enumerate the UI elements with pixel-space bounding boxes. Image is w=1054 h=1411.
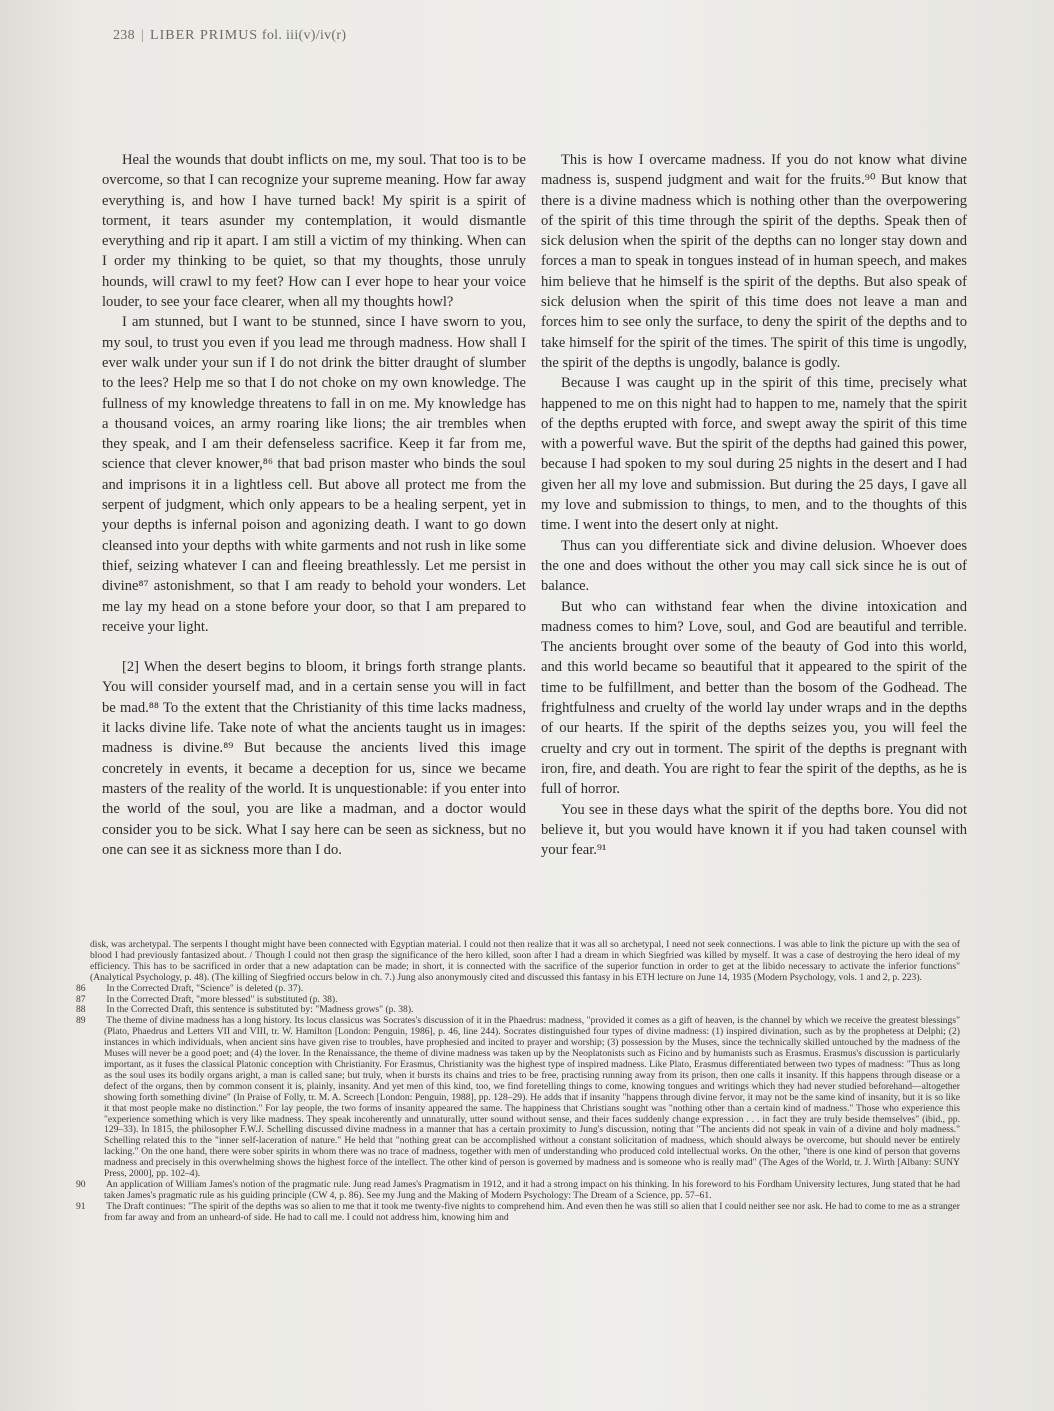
footnote-number: 89 xyxy=(76,1015,86,1027)
paragraph: I am stunned, but I want to be stunned, since I have sworn to you, my soul, to trust you even if you lead me through madness. How shall I ever walk under your sun if I do not drink the bitter draught of slumber to the lees? Help me so that I do not choke on my own knowledge. The fullness of my knowledge threatens to fall in on me. My knowledge has a thousand voices, an army roaring like lions; the air trembles when they speak, and I am their defenseless sacrifice. Keep it far from me, science that clever knower,⁸⁶ that bad prison master who binds the soul and imprisons it in a lightless cell. But above all protect me from the serpent of judgment, which only appears to be a healing serpent, yet in your depths is infernal poison and agonizing death. I want to go down cleansed into your depths with white garments and not rush in like some thief, seizing whatever I can and fleeing breathlessly. Let me persist in divine⁸⁷ astonishment, so that I am ready to behold your wonders. Let me lay my head on a stone before your door, so that I am prepared to receive your light. xyxy=(102,314,526,635)
paragraph: Heal the wounds that doubt inflicts on me, my soul. That too is to be overcome, so that I can recognize your supreme meaning. How far away everything is, and how I have turned back! My spirit is a spirit of torment, it tears asunder my contemplation, it would dismantle everything and rip it apart. I am still a victim of my thinking. When can I order my thinking to be quiet, so that my thoughts, those unruly hounds, will crawl to my feet? How can I ever hope to hear your voice louder, to see your face clearer, when all my thoughts howl? xyxy=(102,152,526,311)
right-column xyxy=(541,150,967,860)
footnote-number: 91 xyxy=(76,1200,86,1212)
footnote-text: In the Corrected Draft, "Science" is deleted (p. 37). xyxy=(106,982,304,994)
footnote-text: The Draft continues: "The spirit of the depths was so alien to me that it took me twenty-five nights to comprehend him. And even then he was still so alien that I could neither see nor ask. He had to come to me as a stranger from far away and from an unheard-of side. He had to call me. I could not address him, knowing him and xyxy=(104,1200,960,1223)
running-head xyxy=(113,28,346,44)
footnote-number: 88 xyxy=(76,1004,86,1016)
left-column xyxy=(102,150,526,860)
book-title: LIBER PRIMUS xyxy=(150,28,259,43)
paragraph: You see in these days what the spirit of the depths bore. You did not believe it, but you would have known it if you had taken counsel with your fear.⁹¹ xyxy=(541,801,967,859)
footnote-number: 87 xyxy=(76,993,86,1005)
footnote-text: In the Corrected Draft, this sentence is substituted by: "Madness grows" (p. 38). xyxy=(106,1004,414,1016)
footnote xyxy=(76,1200,960,1224)
footnote-number: 86 xyxy=(76,982,86,994)
footnote-continued: disk, was archetypal. The serpents I thought might have been connected with Egyptian material. I could not then realize that it was all so archetypal, I need not seek connections. I was able to link the picture up with the sea of blood I had previously fantasized about. / Though I could not then grasp the significance of the hero killed, soon after I had a dream in which Siegfried was killed by myself. It was a case of destroying the hero ideal of my efficiency. This has to be sacrificed in order that a new adaptation can be made; in short, it is connected with the sacrifice of the superior function in order to get at the libido necessary to activate the inferior functions" (Analytical Psychology, p. 48). (The killing of Siegfried occurs below in ch. 7.) Jung also anonymously cited and discussed this fantasy in his ETH lecture on June 14, 1935 (Modern Psychology, vols. 1 and 2, p. 223). xyxy=(90,939,960,983)
paragraph: [2] When the desert begins to bloom, it brings forth strange plants. You will consider yourself mad, and in a certain sense you will in fact be mad.⁸⁸ To the extent that the Christianity of this time lacks madness, it lacks divine life. Take note of what the ancients taught us in images: madness is divine.⁸⁹ But because the ancients lived this image concretely in events, it became a deception for us, since we became masters of the reality of the world. It is unquestionable: if you enter into the world of the soul, you are like a madman, and a doctor would consider you to be sick. What I say here can be seen as sickness, but no one can see it as sickness more than I do. xyxy=(102,659,526,858)
footnote-number: 90 xyxy=(76,1178,86,1190)
paragraph: Thus can you differentiate sick and divine delusion. Whoever does the one and does without the other you may call sick since he is out of balance. xyxy=(541,537,967,595)
footnote xyxy=(76,1178,960,1202)
footnotes xyxy=(76,939,960,1224)
footnote-text: In the Corrected Draft, "more blessed" is substituted (p. 38). xyxy=(106,993,338,1005)
page-number: 238 xyxy=(113,28,135,43)
paragraph: Because I was caught up in the spirit of this time, precisely what happened to me on this night had to happen to me, namely that the spirit of the depths erupted with force, and swept away the spirit of this time with a powerful wave. But the spirit of the depths had gained this power, because I had spoken to my soul during 25 nights in the desert and I had given her all my love and submission. But during the 25 days, I gave all my love and submission to things, to men, and to the thoughts of this time. I went into the desert only at night. xyxy=(541,375,967,534)
footnote xyxy=(76,1015,960,1180)
footnote-text: An application of William James's notion of the pragmatic rule. Jung read James's Pragmatism in 1912, and it had a strong impact on his thinking. In his foreword to his Fordham University lectures, Jung stated that he had taken James's pragmatic rule as his guiding principle (CW 4, p. 86). See my Jung and the Making of Modern Psychology: The Dream of a Science, pp. 57–61. xyxy=(104,1178,960,1201)
paragraph: This is how I overcame madness. If you do not know what divine madness is, suspend judgment and wait for the fruits.⁹⁰ But know that there is a divine madness which is nothing other than the overpowering of the spirit of this time through the spirit of the depths. Speak then of sick delusion when the spirit of the depths can no longer stay down and forces a man to speak in tongues instead of in human speech, and makes him believe that he himself is the spirit of the depths. But also speak of sick delusion when the spirit of this time does not leave a man and forces him to see only the surface, to deny the spirit of the depths and to take himself for the spirit of the times. The spirit of this time is ungodly, the spirit of the depths is ungodly, balance is godly. xyxy=(541,152,967,371)
paragraph: But who can withstand fear when the divine intoxication and madness comes to him? Love, soul, and God are beautiful and terrible. The ancients brought over some of the beauty of God into this world, and this world became so beautiful that it appeared to the spirit of the time to be fulfillment, and better than the bosom of the Godhead. The frightfulness and cruelty of the world lay under wraps and in the depths of our hearts. If the spirit of the depths seizes you, you will feel the cruelty and cry out in torment. The spirit of the depths is pregnant with iron, fire, and death. You are right to fear the spirit of the depths, as he is full of horror. xyxy=(541,598,967,798)
footnote-text: The theme of divine madness has a long history. Its locus classicus was Socrates's discussion of it in the Phaedrus: madness, "provided it comes as a gift of heaven, is the channel by which we receive the greatest blessings" (Plato, Phaedrus and Letters VII and VIII, tr. W. Hamilton [London: Penguin, 1986], p. 46, line 244). Socrates distinguished four types of divine madness: (1) inspired divination, such as by the prophetess at Delphi; (2) instances in which individuals, when ancient sins have given rise to troubles, have prophesied and incited to prayer and worship; (3) possession by the Muses, since the technically skilled untouched by the madness of the Muses will never be a good poet; and (4) the lover. In the Renaissance, the theme of divine madness was taken up by the Neoplatonists such as Ficino and by humanists such as Erasmus. Erasmus's discussion is particularly important, as it fuses the classical Platonic conception with Christianity. For Erasmus, Christianity was the highest type of inspired madness. Like Plato, Erasmus differentiated between two types of madness: "Thus as long as the soul uses its bodily organs aright, a man is called sane; but truly, when it bursts its chains and tries to be free, practising running away from its prison, then one calls it insanity. If this happens through disease or a defect of the organs, then by common consent it is, plainly, insanity. And yet men of this kind, too, we find foretelling things to come, knowing tongues and writings which they had never studied beforehand—altogether showing forth something divine" (In Praise of Folly, tr. M. A. Screech [London: Penguin, 1988], pp. 128–29). He adds that if insanity "happens through divine fervor, it may not be the same kind of insanity, but it is so like it that most people make no distinction." For lay people, the two forms of insanity appeared the same. The happiness that Christians sought was "nothing other than a certain kind of madness." Those who experience this "experience something which is very like madness. They speak incoherently and unnaturally, utter sound without sense, and their faces suddenly change expression . . . in fact they are truly beside themselves" (ibid., pp. 129–33). In 1815, the philosopher F.W.J. Schelling discussed divine madness in a manner that has a certain proximity to Jung's discussion, noting that "The ancients did not speak in vain of a divine and holy madness." Schelling related this to the "inner self-laceration of nature." He held that "nothing great can be accomplished without a constant solicitation of madness, which should always be overcome, but should never be entirely lacking." On the one hand, there were sober spirits in whom there was no trace of madness, together with men of understanding who produced cold intellectual works. On the other, "there is one kind of person that governs madness and precisely in this overwhelming shows the highest force of the intellect. The other kind of person is governed by madness and is someone who is really mad" (The Ages of the World, tr. J. Wirth [Albany: SUNY Press, 2000], pp. 102–4). xyxy=(104,1015,960,1180)
header-separator: | xyxy=(140,28,145,43)
folio: fol. iii(v)/iv(r) xyxy=(261,28,347,43)
